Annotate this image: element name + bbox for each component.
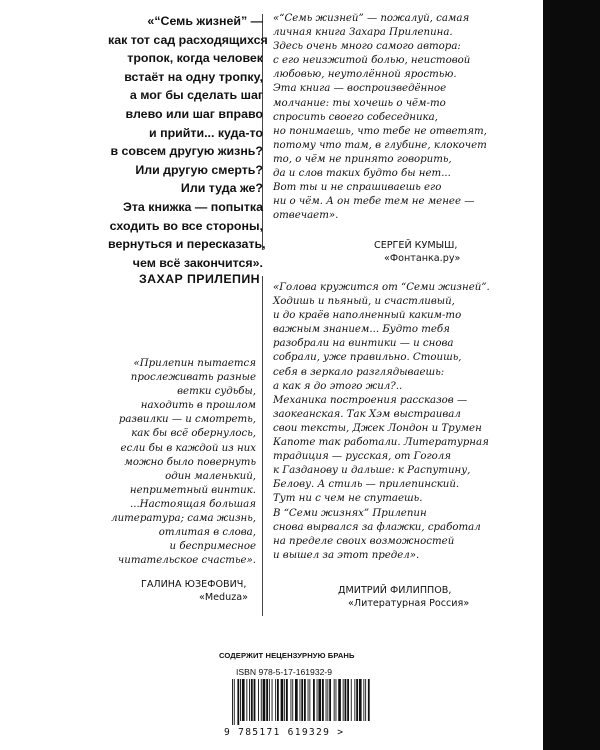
text-line: ...Настоящая большая — [129, 498, 256, 510]
text-line: молчание: ты хочешь о чём-то — [273, 97, 446, 109]
barcode-bar — [254, 679, 256, 721]
text-line: Или другую смерть? — [135, 162, 263, 177]
text-line: В “Семи жизнях” Прилепин — [273, 507, 427, 519]
barcode-bar — [365, 679, 366, 721]
text-line: да и слов таких будто бы нет... — [273, 168, 451, 180]
text-line: «“Семь жизней” — пожалуй, самая — [273, 13, 470, 24]
text-line: важным знанием... Будто тебя — [273, 324, 450, 336]
barcode-bar — [251, 679, 253, 721]
text-line: Эта книга — воспроизведённое — [273, 83, 447, 95]
barcode-bar — [232, 679, 233, 725]
barcode-bar — [275, 679, 276, 721]
barcode-bar — [338, 679, 341, 721]
barcode — [230, 679, 372, 725]
signature-filippov — [338, 584, 469, 610]
barcode-bar — [301, 679, 303, 721]
text-line: чем всё закончится». — [132, 255, 263, 270]
text-line: встаёт на одну тропку, — [124, 69, 263, 84]
column-divider-bottom — [262, 276, 263, 616]
signature-kumysh — [374, 239, 460, 265]
review-yuzefovich — [90, 357, 256, 568]
barcode-bar — [246, 679, 247, 721]
text-line: развилки — и смотреть, — [118, 414, 256, 426]
text-line: любовью, неутолённой яростью. — [273, 69, 457, 81]
reviewer-name: СЕРГЕЙ КУМЫШ, — [374, 240, 458, 251]
barcode-bar — [269, 679, 270, 721]
text-line: Капоте так работали. Литературная — [273, 437, 489, 449]
text-line: спросить своего собеседника, — [273, 111, 438, 123]
barcode-bar — [291, 679, 292, 721]
barcode-bar — [284, 679, 285, 721]
barcode-bar — [277, 679, 279, 721]
isbn-label: ISBN 978-5-17-161932-9 — [236, 667, 333, 677]
barcode-bar — [304, 679, 306, 721]
text-line: себя в зеркало разглядываешь: — [273, 366, 445, 378]
signature-yuzefovich — [141, 578, 248, 604]
reviewer-source: «Литературная Россия» — [348, 598, 470, 609]
barcode-bar — [292, 679, 293, 721]
barcode-bar — [343, 679, 344, 721]
text-line: «Голова кружится от “Семи жизней”. — [273, 282, 490, 293]
text-line: если бы в каждой из них — [120, 442, 256, 454]
black-edge-strip — [543, 0, 600, 750]
barcode-bar — [356, 679, 358, 721]
text-line: и беспримесное — [169, 541, 256, 553]
barcode-bar — [326, 679, 327, 721]
text-line: Тут ни с чем не спутаешь. — [273, 493, 423, 505]
barcode-bar — [240, 679, 241, 721]
reviewer-name: ДМИТРИЙ ФИЛИППОВ, — [338, 585, 452, 596]
main-quote-author: ЗАХАР ПРИЛЕПИН — [138, 272, 260, 286]
text-line: отлитая в слова, — [158, 527, 256, 539]
barcode-bar — [286, 679, 288, 721]
text-line: и прийти... куда-то — [149, 125, 263, 140]
text-line: Механика построения рассказов — — [273, 394, 468, 406]
barcode-bar — [272, 679, 273, 721]
text-line: как тот сад расходящихся — [108, 32, 268, 47]
text-line: и до краёв наполненный каким-то — [273, 310, 462, 322]
barcode-bar — [363, 679, 364, 721]
text-line: вернуться и пересказать, — [108, 237, 266, 252]
barcode-bar — [234, 679, 235, 725]
text-line: Ходишь и пьяный, и счастливый, — [273, 296, 455, 308]
text-line: литература; сама жизнь, — [111, 513, 256, 525]
barcode-bar — [354, 679, 355, 721]
text-line: в совсем другую жизнь? — [110, 144, 263, 159]
barcode-bar — [300, 679, 301, 721]
reviewer-source: «Фонтанка.ру» — [384, 253, 461, 264]
text-line: а как я до этого жил?.. — [273, 380, 403, 392]
barcode-bar — [309, 679, 310, 721]
barcode-bar — [261, 679, 262, 721]
text-line: то, о чём не принято говорить, — [273, 153, 452, 165]
review-filippov — [273, 281, 490, 563]
text-line: неприметный винтик. — [129, 484, 256, 496]
text-line: тропок, когда человек — [127, 51, 263, 66]
barcode-bar — [351, 679, 352, 721]
barcode-bar — [359, 679, 362, 721]
barcode-bar — [329, 679, 331, 721]
barcode-digits: 9 785171 619329 > — [224, 727, 345, 738]
text-line: Вот ты и не спрашиваешь его — [273, 182, 442, 194]
text-line: а мог бы сделать шаг — [129, 88, 263, 103]
text-line: на пределе своих возможностей — [273, 535, 455, 547]
text-line: заокеанская. Так Хэм выстраивал — [273, 408, 461, 420]
text-line: личная книга Захара Прилепина. — [273, 27, 453, 39]
text-line: ветки судьбы, — [177, 386, 256, 398]
text-line: отвечает». — [273, 210, 339, 222]
text-line: Белову. А стиль — прилепинский. — [273, 479, 460, 491]
text-line: снова вырвался за флажки, сработал — [273, 521, 481, 533]
barcode-bar — [347, 679, 349, 721]
barcode-bar — [249, 679, 250, 721]
text-line: свои тексты, Джек Лондон и Трумен — [273, 422, 482, 434]
barcode-bar — [345, 679, 347, 721]
reviewer-name: ГАЛИНА ЮЗЕФОВИЧ, — [141, 579, 247, 590]
text-line: Эта книжка — попытка — [123, 199, 263, 214]
text-line: с его неизжитой болью, неистовой — [273, 55, 471, 67]
barcode-bar — [317, 679, 318, 721]
reviewer-source: «Meduza» — [199, 592, 249, 603]
barcode-bar — [334, 679, 335, 721]
text-line: к Газданову и дальше: к Распутину, — [273, 465, 471, 477]
main-quote — [108, 12, 268, 272]
barcode-bar — [242, 679, 245, 721]
barcode-bar — [322, 679, 324, 721]
text-line: как бы всё обернулось, — [131, 428, 256, 440]
text-line: традиция — русская, от Гоголя — [273, 451, 451, 463]
barcode-bar — [295, 679, 298, 721]
barcode-bar — [308, 679, 309, 721]
text-line: влево или шаг вправо — [125, 106, 263, 121]
text-line: потому что там, в глубине, клокочет — [273, 139, 487, 151]
text-line: но понимаешь, что тебе не ответят, — [273, 125, 487, 137]
text-line: Или туда же? — [180, 181, 263, 196]
text-line: разобрали на винтики — и снова — [273, 338, 454, 350]
barcode-bar — [263, 679, 266, 721]
text-line: Здесь очень много самого автора: — [273, 41, 461, 53]
text-line: и вышел за этот предел». — [273, 549, 420, 561]
text-line: читательское счастье». — [117, 555, 256, 567]
barcode-bar — [336, 679, 337, 721]
text-line: можно было повернуть — [124, 456, 256, 468]
text-line: сходить во все стороны, — [109, 218, 263, 233]
barcode-bar — [258, 679, 259, 721]
text-line: ни о чём. А он тебе тем не менее — — [273, 196, 475, 208]
text-line: собрали, уже правильно. Стоишь, — [273, 352, 462, 364]
text-line: находить в прошлом — [140, 400, 256, 412]
barcode-bar — [313, 679, 315, 721]
barcode-bar — [327, 679, 328, 721]
barcode-bar — [237, 679, 239, 725]
text-line: один маленький, — [165, 470, 256, 482]
barcode-bar — [318, 679, 321, 721]
profanity-warning: СОДЕРЖИТ НЕЦЕНЗУРНУЮ БРАНЬ — [219, 651, 355, 660]
barcode-bar — [368, 679, 370, 721]
text-line: «Прилепин пытается — [133, 358, 256, 369]
barcode-bar — [266, 679, 268, 721]
barcode-bar — [281, 679, 284, 721]
text-line: «“Семь жизней” — — [147, 14, 263, 28]
text-line: прослеживать разные — [130, 372, 256, 384]
review-kumysh — [273, 12, 487, 223]
